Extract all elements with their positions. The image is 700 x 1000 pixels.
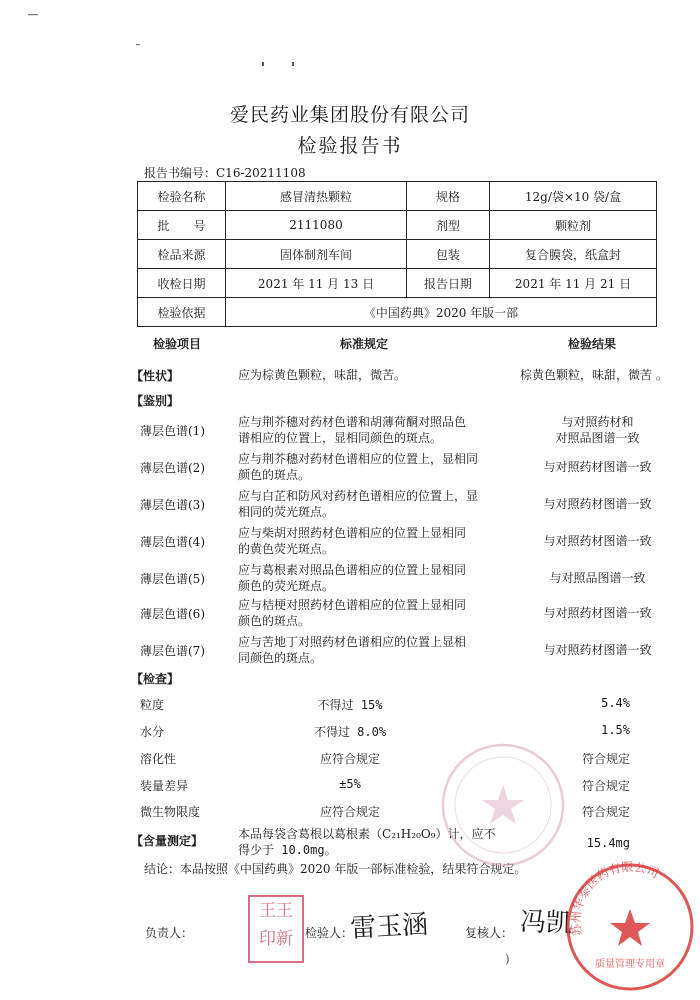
value-cell: 感冒清热颗粒: [226, 182, 407, 211]
value-cell: 颗粒剂: [490, 211, 657, 240]
scan-mark: ): [505, 952, 510, 966]
item-name: 水分: [140, 725, 165, 739]
result-text: 1.5%: [601, 723, 630, 737]
table-row: [138, 182, 657, 211]
section-xingzhuang: 【性状】: [131, 369, 180, 383]
result-text: 符合规定: [581, 779, 630, 793]
reviewer-label: 复核人：: [465, 926, 514, 940]
standard-text: 应与白芷和防风对药材色谱相应的位置上，显 相同的荧光斑点。: [238, 489, 479, 519]
result-text: 与对照药材图谱一致: [543, 534, 652, 548]
item-name: 薄层色谱(6): [140, 607, 205, 621]
standard-text: 应与柴胡对照药材色谱相应的位置上显相同 的黄色荧光斑点。: [238, 526, 467, 556]
standard-text: ±5%: [339, 777, 361, 791]
standard-text: 应符合规定: [319, 805, 380, 819]
item-name: 薄层色谱(4): [140, 535, 205, 549]
column-header-item: 检验项目: [153, 337, 202, 351]
item-name: 装量差异: [140, 779, 189, 793]
item-name: 微生物限度: [140, 805, 201, 819]
result-text: 符合规定: [581, 805, 630, 819]
section-hanliang: 【含量测定】: [131, 834, 204, 848]
result-text: 与对照药材图谱一致: [543, 460, 652, 474]
standard-text: 应与葛根素对照品色谱相应的位置上显相同 颜色的荧光斑点。: [238, 563, 467, 593]
column-header-standard: 标准规定: [340, 337, 389, 351]
result-text: 棕黄色颗粒，味甜，微苦 。: [520, 368, 668, 382]
report-title: 检验报告书: [297, 135, 403, 157]
section-jiancha: 【检查】: [131, 672, 180, 686]
item-name: 薄层色谱(7): [140, 644, 205, 658]
label-cell: 报告日期: [407, 269, 490, 298]
standard-text: 应与苦地丁对照药材色谱相应的位置上显相 同颜色的斑点。: [238, 635, 467, 665]
item-name: 薄层色谱(2): [140, 461, 205, 475]
item-name: 溶化性: [140, 752, 177, 766]
standard-text: 应为棕黄色颗粒，味甜，微苦。: [238, 368, 407, 382]
table-row: [138, 211, 657, 240]
value-cell: 12g/袋×10 袋/盒: [490, 182, 657, 211]
label-cell: 检验依据: [138, 298, 226, 327]
svg-text:苏州华泰医药有限公司: 苏州华泰医药有限公司: [568, 859, 662, 937]
item-name: 薄层色谱(5): [140, 572, 205, 586]
result-text: 符合规定: [581, 752, 630, 766]
value-cell: 固体制剂车间: [226, 240, 407, 269]
value-cell: 2021 年 11 月 13 日: [226, 269, 407, 298]
item-name: 薄层色谱(3): [140, 498, 205, 512]
item-name: 粒度: [140, 698, 165, 712]
section-jianbie: 【鉴别】: [131, 394, 180, 408]
value-cell: 《中国药典》2020 年版一部: [226, 298, 657, 327]
personal-seal-stamp: 王王 印新: [248, 895, 304, 963]
standard-text: 应与荆芥穗对药材色谱和胡薄荷酮对照品色 谱相应的位置上，显相同颜色的斑点。: [238, 415, 467, 445]
label-cell: 包装: [407, 240, 490, 269]
company-name: 爱民药业集团股份有限公司: [229, 104, 470, 126]
value-cell: 复合膜袋，纸盒封: [490, 240, 657, 269]
standard-text: 本品每袋含葛根以葛根素（C₂₁H₂₀O₉）计，应不 得少于 10.0mg。: [238, 827, 496, 857]
column-header-result: 检验结果: [568, 337, 617, 351]
standard-text: 不得过 8.0%: [313, 725, 387, 739]
svg-text:质量管理专用章: 质量管理专用章: [595, 959, 665, 970]
company-seal-stamp: [560, 857, 700, 997]
value-cell: 2111080: [226, 211, 407, 240]
result-text: 15.4mg: [586, 836, 630, 850]
table-row: [138, 240, 657, 269]
scan-specks: [0, 0, 700, 90]
result-text: 5.4%: [601, 696, 630, 710]
label-cell: 剂型: [407, 211, 490, 240]
reviewer-signature: 冯凯: [519, 907, 573, 939]
standard-text: 应与桔梗对照药材色谱相应的位置上显相同 颜色的斑点。: [238, 598, 467, 628]
conclusion: 结论：本品按照《中国药典》2020 年版一部标准检验，结果符合规定。: [144, 862, 527, 876]
result-text: 与对照药材图谱一致: [543, 497, 652, 511]
label-cell: 检品来源: [138, 240, 226, 269]
table-row: [138, 269, 657, 298]
result-text: 与对照药材图谱一致: [543, 643, 652, 657]
standard-text: 应与荆芥穗对药材色谱相应的位置上，显相同 颜色的斑点。: [238, 452, 479, 482]
inspector-label: 检验人：: [305, 926, 354, 940]
result-text: 与对照品图谱一致: [549, 571, 646, 585]
standard-text: 应符合规定: [319, 752, 380, 766]
label-cell: 批 号: [138, 211, 226, 240]
label-cell: 收检日期: [138, 269, 226, 298]
inspector-signature: 雷玉涵: [349, 909, 429, 945]
table-row: [138, 298, 657, 327]
info-table: [137, 181, 657, 327]
result-text: 与对照药材图谱一致: [543, 606, 652, 620]
responsible-label: 负责人：: [145, 926, 194, 940]
label-cell: 规格: [407, 182, 490, 211]
faint-seal-stamp: [438, 740, 568, 870]
label-cell: 检验名称: [138, 182, 226, 211]
report-number: 报告书编号：C16-20211108: [144, 166, 306, 180]
result-text: 与对照药材和 对照品图谱一致: [555, 415, 640, 445]
item-name: 薄层色谱(1): [140, 424, 205, 438]
standard-text: 不得过 15%: [317, 698, 383, 712]
value-cell: 2021 年 11 月 21 日: [490, 269, 657, 298]
